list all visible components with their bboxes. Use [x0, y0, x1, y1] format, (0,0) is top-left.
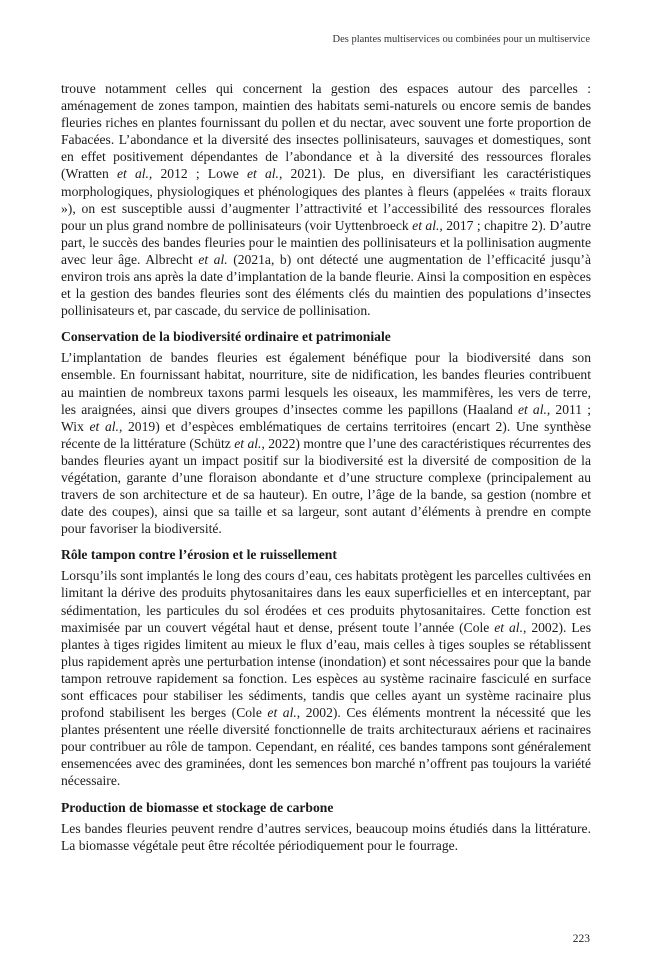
citation-etal: et al.: [246, 166, 279, 182]
text-run: , 2019) et d’espèces emblématiques de certains territoires (encart 2). Une synthèse récente de la littérature (Schütz: [61, 418, 591, 451]
text-run: , 2021). De plus, en diversifiant les caractéristiques morphologiques, physiologiques et phénologiques des plantes à fleurs (appelées « traits floraux »), on est susceptible aussi d’augmenter l’attractivité et l’accessibilité des ressources florales pour un plus grand nombre de pollinisateurs (voir Uyttenbroeck: [61, 166, 591, 233]
text-run: , 2011 ; Wix: [61, 401, 591, 434]
text-run: , 2022) montre que l’une des caractéristiques récurrentes des bandes fleuries ayant un impact positif sur la biodiversité est la diversité de composition de la végétation, garante d’une floraison abondante et d’une structure complexe (principalement au travers de son architecture et de sa hauteur). En outre, l’âge de la bande, sa gestion (nombre et date des coupes), ainsi que sa taille et sa largeur, sont autant d’éléments à prendre en compte pour favoriser la biodiversité.: [61, 435, 591, 537]
text-run: , 2002). Les plantes à tiges rigides limitent au mieux le flux d’eau, mais celles à tiges souples se rétablissent plus rapidement après une perturbation intense (inondation) et sont nécessaires pour que la bande tampon retrouve rapidement sa fonction. Les espèces au système racinaire fasciculé en surface sont efficaces pour stabiliser les sédiments, tandis que celles ayant un système racinaire plus profond stabilisent les berges (Cole: [61, 619, 591, 721]
running-header: Des plantes multiservices ou combinées pour un multiservice: [332, 34, 590, 45]
text-run: (2021a, b) ont détecté une augmentation de l’efficacité jusqu’à environ trois ans après la date d’implantation de la bande fleurie. Ainsi la composition en espèces et la gestion des bandes fleuries sont des éléments clés du maintien des populations d’insectes pollinisateurs et, par cascade, du service de pollinisation.: [61, 251, 591, 319]
citation-etal: et al.: [267, 705, 297, 721]
citation-etal: et al.: [494, 619, 523, 635]
section-heading-biodiversity: Conservation de la biodiversité ordinaire et patrimoniale: [61, 329, 391, 345]
section-paragraph-biomass: [61, 820, 591, 854]
text-run: trouve notamment celles qui concernent la gestion des espaces autour des parcelles : aménagement de zones tampon, maintien des habitats semi-naturels ou encore semis de bandes fleuries riches en plantes fournissant du pollen et du nectar, avec souvent une forte proportion de Fabacées. L’abondance et la diversité des insectes pollinisateurs, sauvages et domestiques, sont en effet positivement dépendantes de l’abondance et à la diversité des ressources florales (Wratten: [61, 81, 591, 182]
intro-paragraph: [61, 80, 591, 319]
text-run: L’implantation de bandes fleuries est également bénéfique pour la biodiversité dans son ensemble. En fournissant habitat, nourriture, site de nidification, les bandes fleuries contribuent au maintien de nombreux taxons parmi lesquels les oiseaux, les mammifères, les vers de terre, les araignées, ainsi que divers groupes d’insectes comme les papillons (Haaland: [61, 350, 591, 417]
section-paragraph-buffer: [61, 567, 591, 789]
section-heading-biomass: Production de biomasse et stockage de carbone: [61, 799, 334, 815]
citation-etal: et al.: [116, 166, 149, 182]
text-run: Les bandes fleuries peuvent rendre d’autres services, beaucoup moins étudiés dans la littérature. La biomasse végétale peut être récoltée périodiquement pour le fourrage.: [61, 820, 591, 853]
citation-etal: et al.: [517, 401, 547, 417]
text-run: Lorsqu’ils sont implantés le long des cours d’eau, ces habitats protègent les parcelles cultivées en limitant la dérive des produits phytosanitaires dans les eaux superficielles et en interceptant, par sédimentation, les particules du sol érodées et ces produits phytosanitaires. Cette fonction est maximisée par un couvert végétal haut et dense, présent toute l’année (Cole: [61, 568, 591, 635]
citation-etal: et al.: [89, 418, 119, 434]
section-heading-buffer: Rôle tampon contre l’érosion et le ruissellement: [61, 547, 337, 563]
text-run: , 2002). Ces éléments montrent la nécessité que les plantes présentent une réelle diversité fonctionnelle de traits architecturaux aériens et racinaires pour contribuer au rôle de tampon. Cependant, en réalité, ces bandes tampons sont généralement ensemencées avec des graminées, dont les semences bon marché n’offrent pas toujours la variété nécessaire.: [61, 705, 591, 789]
text-run: , 2012 ; Lowe: [148, 166, 247, 182]
citation-etal: et al.: [412, 217, 440, 233]
section-paragraph-biodiversity: [61, 349, 591, 537]
citation-etal: et al.: [234, 435, 262, 451]
body-text: [61, 80, 591, 854]
text-run: , 2017 ; chapitre 2). D’autre part, le succès des bandes fleuries pour le maintien des pollinisateurs et la pollinisation augmente avec leur âge. Albrecht: [61, 217, 591, 267]
citation-etal: et al.: [198, 251, 228, 267]
page-number: 223: [572, 933, 590, 945]
